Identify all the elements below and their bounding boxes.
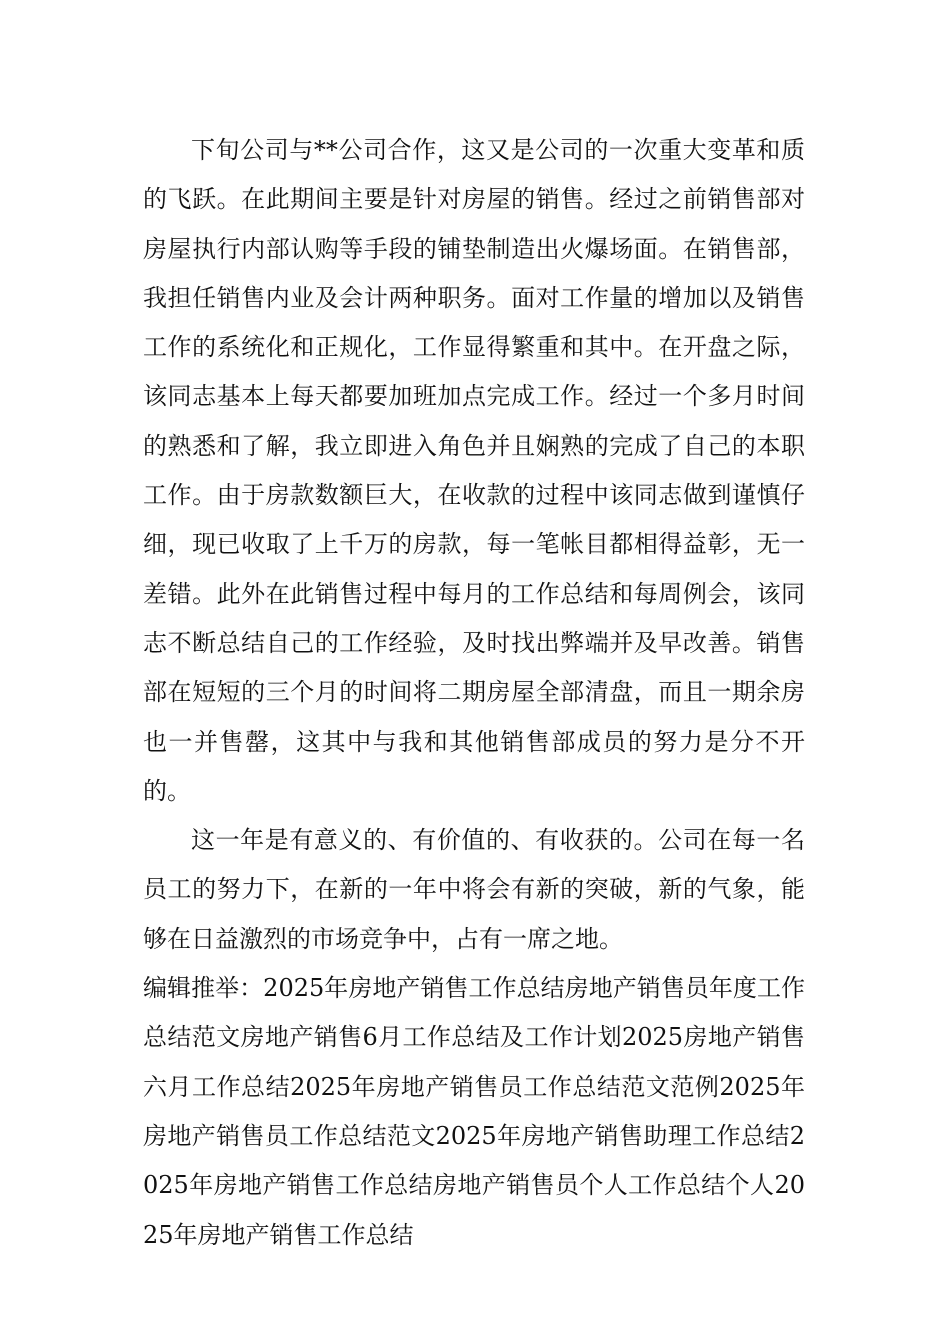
paragraph-year-summary: 这一年是有意义的、有价值的、有收获的。公司在每一名员工的努力下，在新的一年中将会有新的突破，新的气象，能够在日益激烈的市场竞争中，占有一席之地。 <box>143 826 805 953</box>
recommended-reading: 编辑推举：2025年房地产销售工作总结房地产销售员年度工作总结范文房地产销售6月工作总结及工作计划2025房地产销售六月工作总结2025年房地产销售员工作总结范文范例2025年房地产销售员工作总结范文2025年房地产销售助理工作总结2025年房地产销售工作总结房地产销售员个人工作总结个人2025年房地产销售工作总结 <box>143 974 805 1249</box>
paragraph-sales-work: 下旬公司与**公司合作，这又是公司的一次重大变革和质的飞跃。在此期间主要是针对房屋的销售。经过之前销售部对房屋执行内部认购等手段的铺垫制造出火爆场面。在销售部，我担任销售内业及会计两种职务。面对工作量的增加以及销售工作的系统化和正规化，工作显得繁重和其中。在开盘之际，该同志基本上每天都要加班加点完成工作。经过一个多月时间的熟悉和了解，我立即进入角色并且娴熟的完成了自己的本职工作。由于房款数额巨大，在收款的过程中该同志做到谨慎仔细，现已收取了上千万的房款，每一笔帐目都相得益彰，无一差错。此外在此销售过程中每月的工作总结和每周例会，该同志不断总结自己的工作经验，及时找出弊端并及早改善。销售部在短短的三个月的时间将二期房屋全部清盘，而且一期余房也一并售罄，这其中与我和其他销售部成员的努力是分不开的。 <box>143 136 805 805</box>
document-body <box>143 126 805 1260</box>
